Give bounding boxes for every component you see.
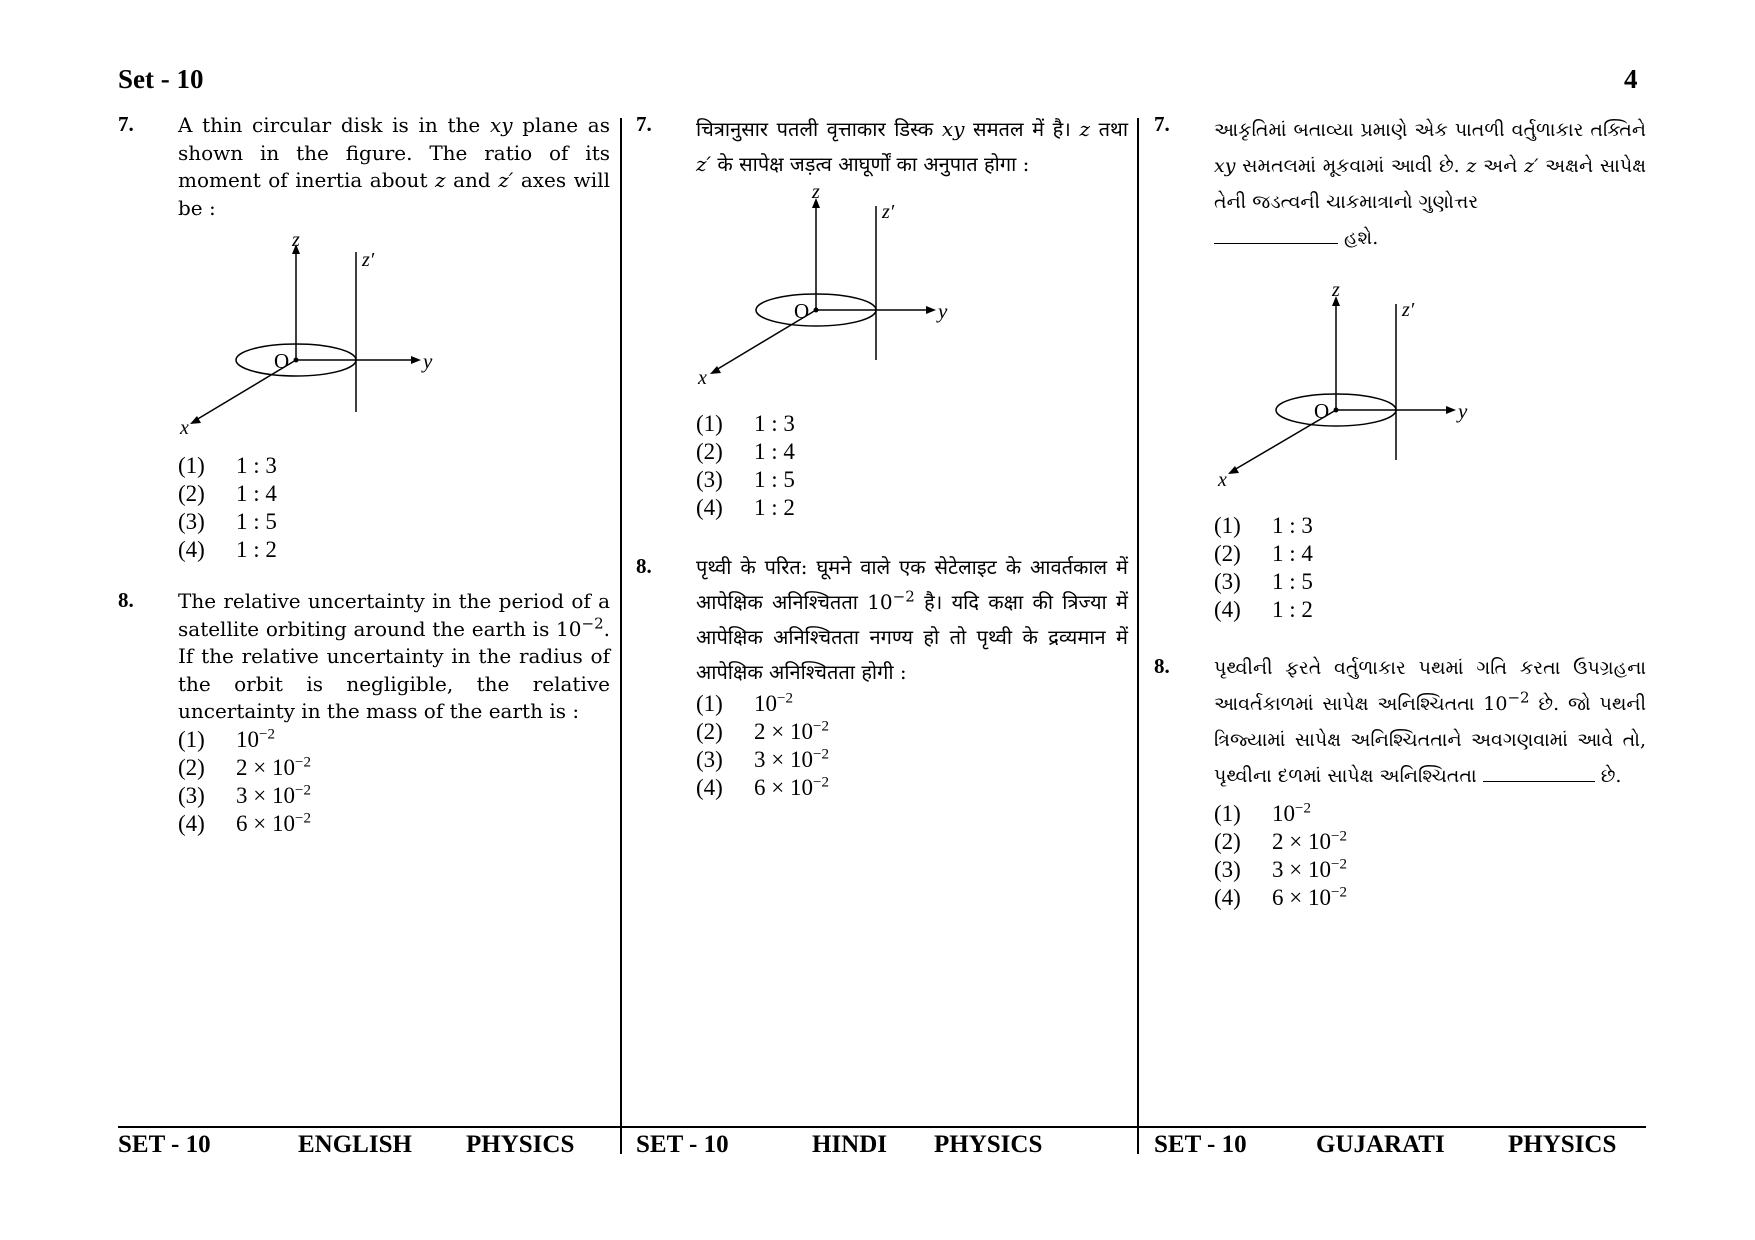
question-text: पृथ्वी के परित: घूमने वाले एक सेटेलाइट के आवर्तकाल में आपेक्षिक अनिश्चितता $10^{-2}$ है। यदि कक्षा की त्रिज्या में आपेक्षिक अनिश्चितता नगण्य हो तो पृथ्वी के द्रव्यमान में आपेक्षिक अनिश्चितता होगी : — [696, 555, 1128, 684]
x-axis-label: x — [180, 417, 189, 439]
z-axis-label: z — [812, 182, 820, 203]
z-axis-label: z — [1332, 279, 1340, 301]
column-divider-1 — [620, 118, 622, 1154]
option-3: (3) 1 : 5 — [696, 467, 795, 492]
english-footer: SET - 10 ENGLISH PHYSICS — [118, 1131, 575, 1158]
english-column — [118, 112, 610, 838]
question-number: 8. — [636, 554, 652, 578]
option-4: (4) $6 \times 10^{-2}$ — [1214, 884, 1347, 910]
question-text: આકૃતિમાં બતાવ્યા પ્રમાણે એક પાતળી વર્તુળાકાર તક્તિને xy સમતલમાં મૂકવામાં આવી છે. z અને z′ અક્ષને સાપેક્ષ તેની જડત્વની ચાકમાત્રાનો ગુણોત્તર હશે. — [1214, 119, 1647, 249]
disk-axes-figure — [636, 182, 1128, 410]
answer-blank — [1483, 781, 1595, 782]
option-3: (3) $3 \times 10^{-2}$ — [696, 746, 829, 772]
english-question-7 — [118, 112, 610, 564]
option-1: (1) 1 : 3 — [696, 411, 795, 436]
option-1: (1) $10^{-2}$ — [696, 690, 793, 716]
option-3: (3) 1 : 5 — [178, 509, 277, 534]
hindi-footer: SET - 10 HINDI PHYSICS — [636, 1131, 1043, 1158]
column-divider-2 — [1137, 118, 1139, 1154]
page-number: 4 — [1624, 64, 1638, 94]
option-2: (2) 1 : 4 — [1214, 541, 1313, 566]
option-1: (1) $10^{-2}$ — [178, 725, 275, 752]
option-4: (4) 1 : 2 — [178, 537, 277, 562]
english-question-8 — [118, 588, 610, 838]
option-4: (4) $6 \times 10^{-2}$ — [696, 774, 829, 800]
origin-label: O — [274, 349, 290, 373]
question-text: પૃથ્વીની ફરતે વર્તુળાકાર પથમાં ગતિ કરતા ઉપગ્રહના આવર્તકાળમાં સાપેક્ષ અનિશ્ચિતતા $10^{-2}$ છે. જો પથની ત્રિજ્યામાં સાપેક્ષ અનિશ્ચિતતાને અવગણવામાં આવે તો, પૃથ્વીના દળમાં સાપેક્ષ અનિશ્ચિતતા છે. — [1214, 657, 1646, 787]
options-list — [1214, 800, 1646, 912]
option-4: (4) $6 \times 10^{-2}$ — [178, 809, 311, 836]
options-list — [178, 452, 610, 564]
origin-label: O — [1314, 399, 1330, 423]
z-prime-axis-label: z′ — [882, 201, 895, 223]
set-header: Set - 10 — [118, 64, 204, 94]
disk-axes-figure — [118, 222, 610, 452]
options-list — [696, 690, 1128, 802]
option-2: (2) 1 : 4 — [178, 481, 277, 506]
question-number: 7. — [636, 112, 652, 136]
options-list — [1214, 512, 1646, 624]
disk-axes-figure — [1154, 262, 1646, 512]
question-text: चित्रानुसार पतली वृत्ताकार डिस्क xy समतल में है। z तथा z′ के सापेक्ष जड़त्व आघूर्णों का अनुपात होगा : — [696, 117, 1128, 176]
option-3: (3) $3 \times 10^{-2}$ — [1214, 856, 1347, 882]
z-prime-axis-label: z′ — [362, 249, 375, 271]
options-list — [178, 726, 610, 838]
option-3: (3) $3 \times 10^{-2}$ — [178, 781, 311, 808]
question-number: 8. — [1154, 654, 1170, 678]
hindi-question-7 — [636, 112, 1128, 522]
question-number: 7. — [118, 112, 134, 136]
gujarati-question-8 — [1154, 650, 1646, 912]
gujarati-column — [1154, 112, 1646, 912]
footer-rule — [118, 1126, 1646, 1128]
y-axis-label: y — [423, 349, 433, 373]
option-1: (1) 1 : 3 — [178, 453, 277, 478]
option-2: (2) $2 \times 10^{-2}$ — [178, 753, 311, 780]
option-1: (1) 1 : 3 — [1214, 513, 1313, 538]
gujarati-question-7 — [1154, 112, 1646, 624]
option-3: (3) 1 : 5 — [1214, 569, 1313, 594]
question-number: 8. — [118, 588, 134, 612]
y-axis-label: y — [1458, 399, 1468, 423]
z-prime-axis-label: z′ — [1402, 299, 1415, 321]
answer-blank — [1214, 243, 1338, 244]
y-axis-label: y — [938, 299, 948, 323]
options-list — [696, 410, 1128, 522]
gujarati-footer: SET - 10 GUJARATI PHYSICS — [1154, 1131, 1617, 1158]
x-axis-label: x — [698, 367, 707, 389]
origin-label: O — [794, 299, 810, 323]
option-2: (2) $2 \times 10^{-2}$ — [1214, 828, 1347, 854]
option-1: (1) $10^{-2}$ — [1214, 800, 1311, 826]
option-2: (2) $2 \times 10^{-2}$ — [696, 718, 829, 744]
hindi-question-8 — [636, 550, 1128, 802]
hindi-column — [636, 112, 1128, 802]
x-axis-label: x — [1218, 469, 1227, 491]
question-text: The relative uncertainty in the period of a satellite orbiting around the earth is $10^{-2}$. If the relative uncertainty in the radius of the orbit is negligible, the relative uncertainty in the mass of the earth is : — [178, 589, 610, 723]
option-4: (4) 1 : 2 — [1214, 597, 1313, 622]
option-2: (2) 1 : 4 — [696, 439, 795, 464]
question-number: 7. — [1154, 112, 1170, 136]
z-axis-label: z — [292, 229, 300, 251]
option-4: (4) 1 : 2 — [696, 495, 795, 520]
question-text: A thin circular disk is in the xy plane as shown in the figure. The ratio of its moment of inertia about z and z′ axes will be : — [178, 113, 610, 220]
